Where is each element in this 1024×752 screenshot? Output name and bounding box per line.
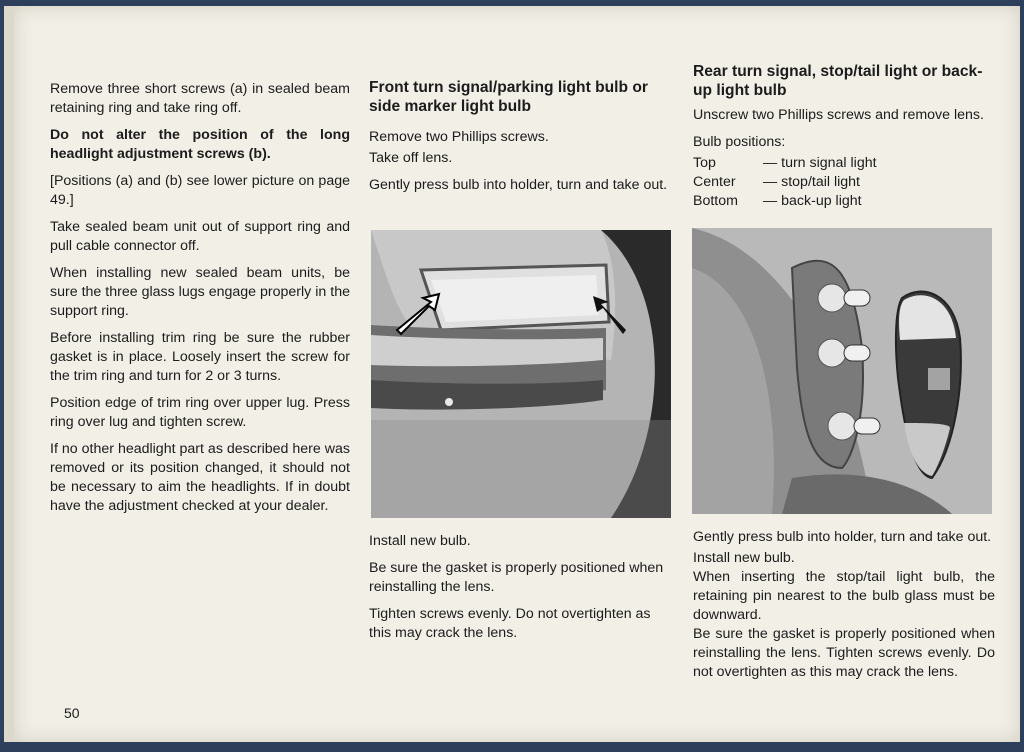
warning-paragraph: Do not alter the position of the long headlight adjustment screws (b). — [50, 127, 350, 162]
position-label: Center — [693, 174, 736, 190]
middle-column — [369, 78, 671, 203]
paragraph: [Positions (a) and (b) see lower picture on page 49.] — [50, 173, 350, 208]
list-item — [693, 173, 995, 192]
bulb-positions-list — [693, 154, 995, 211]
paragraph: Gently press bulb into holder, turn and take out. — [693, 529, 992, 545]
paragraph: Be sure the gasket is properly positioned when reinstalling the lens. — [369, 560, 664, 595]
front-signal-photo — [371, 230, 671, 518]
position-value: — back-up light — [763, 193, 862, 209]
paragraph: Tighten screws evenly. Do not overtighten as this may crack the lens. — [369, 606, 651, 641]
paragraph: Install new bulb. — [369, 533, 471, 549]
list-item — [693, 192, 995, 211]
section-heading: Front turn signal/parking light bulb or side marker light bulb — [369, 79, 648, 115]
right-column-lower — [693, 528, 995, 690]
paragraph: Before installing trim ring be sure the rubber gasket is in place. Loosely insert the screw for the trim ring and turn for 2 or 3 turns. — [50, 330, 350, 384]
position-label: Top — [693, 155, 716, 171]
paragraph: If no other headlight part as described here was removed or its position changed, it should not be necessary to aim the headlights. If in doubt have the adjustment checked at your dealer. — [50, 441, 350, 514]
paragraph: Install new bulb. — [693, 550, 795, 566]
paragraph: Remove two Phillips screws. — [369, 129, 549, 145]
rear-light-photo — [692, 228, 992, 514]
paragraph: When inserting the stop/tail light bulb, the retaining pin nearest to the bulb glass must be downward. — [693, 569, 995, 623]
paragraph: Position edge of trim ring over upper lug. Press ring over lug and tighten screw. — [50, 395, 350, 430]
paragraph: When installing new sealed beam units, be sure the three glass lugs engage properly in the support ring. — [50, 265, 350, 319]
rear-light-illustration — [692, 228, 992, 514]
middle-column-lower — [369, 532, 671, 651]
paragraph: Take sealed beam unit out of support ring and pull cable connector off. — [50, 219, 350, 254]
right-column — [693, 62, 995, 211]
page-number: 50 — [64, 705, 80, 721]
position-value: — stop/tail light — [763, 174, 860, 190]
section-heading: Rear turn signal, stop/tail light or back-up light bulb — [693, 63, 983, 99]
paragraph: Take off lens. — [369, 150, 453, 166]
paragraph: Unscrew two Phillips screws and remove lens. — [693, 107, 984, 123]
position-label: Bottom — [693, 193, 738, 209]
paragraph: Remove three short screws (a) in sealed beam retaining ring and take ring off. — [50, 81, 350, 116]
paragraph: Be sure the gasket is properly positioned when reinstalling the lens. Tighten screws evenly. Do not overtighten as this may crack the lens. — [693, 626, 995, 680]
front-signal-illustration — [371, 230, 671, 518]
manual-page — [4, 6, 1020, 742]
position-value: — turn signal light — [763, 155, 877, 171]
list-item — [693, 154, 995, 173]
positions-title: Bulb positions: — [693, 134, 786, 150]
paragraph: Gently press bulb into holder, turn and take out. — [369, 177, 668, 193]
left-column — [50, 80, 350, 524]
